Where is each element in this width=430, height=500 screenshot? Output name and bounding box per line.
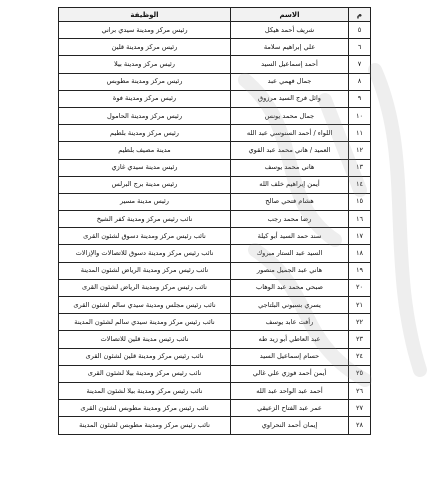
table-row [59,331,371,348]
row-number: ٢١ [349,297,371,314]
row-name: جمال فهمي عبد [231,73,349,90]
row-name: علي إبراهيم سلامة [231,39,349,56]
row-name: أيمن إبراهيم خلف الله [231,176,349,193]
row-name: العميد / هاني محمد عبد القوي [231,142,349,159]
table-row [59,211,371,228]
row-name: سند حمد السيد أبو كيلة [231,228,349,245]
row-number: ٢٥ [349,365,371,382]
table-body [59,22,371,435]
row-name: صبحي محمد عبد الوهاب [231,279,349,296]
row-name: إيمان أحمد النحراوي [231,417,349,434]
table-row [59,159,371,176]
row-job: نائب رئيس مركز ومدينة بيلا لشئون المدينة [59,382,231,399]
table-row [59,90,371,107]
table-row [59,56,371,73]
row-number: ٥ [349,22,371,39]
row-number: ٩ [349,90,371,107]
table-row [59,39,371,56]
row-name: شريف أحمد هيكل [231,22,349,39]
row-number: ٨ [349,73,371,90]
row-job: نائب رئيس مركز ومدينة سيدي سالم لشئون المدينة [59,314,231,331]
row-name: هاني عبد الجميل منصور [231,262,349,279]
row-name: أحمد إسماعيل السيد [231,56,349,73]
row-number: ١١ [349,125,371,142]
row-name: عمر عبد الفتاح الزعيقي [231,400,349,417]
row-job: نائب رئيس مركز ومدينة بيلا لشئون القرى [59,365,231,382]
table-row [59,279,371,296]
row-number: ٢٢ [349,314,371,331]
row-job: نائب رئيس مركز ومدينة دسوق للاتصالات والإزالات [59,245,231,262]
row-number: ٢٣ [349,331,371,348]
row-number: ١٨ [349,245,371,262]
row-number: ٢٨ [349,417,371,434]
table-row [59,245,371,262]
row-job: رئيس مدينة سيدي غازي [59,159,231,176]
row-job: نائب رئيس مركز ومدينة مطوبس لشئون القرى [59,400,231,417]
row-job: رئيس مركز ومدينة سيدي براني [59,22,231,39]
row-job: رئيس مركز ومدينة قلين [59,39,231,56]
table-row [59,382,371,399]
table-row [59,125,371,142]
table-row [59,22,371,39]
row-job: رئيس مدينة مسير [59,193,231,210]
table-header-row [59,8,371,22]
row-number: ١٩ [349,262,371,279]
row-number: ٦ [349,39,371,56]
row-job: مدينة مصيف بلطيم [59,142,231,159]
table-row [59,297,371,314]
officials-table [58,7,371,435]
row-name: السيد عبد الستار مبروك [231,245,349,262]
row-job: نائب رئيس مجلس ومدينة سيدي سالم لشئون القرى [59,297,231,314]
row-name: هشام فتحي صالح [231,193,349,210]
table-row [59,348,371,365]
table-row [59,176,371,193]
row-number: ٢٤ [349,348,371,365]
header-name: الاسم [231,8,349,22]
document-page [58,7,370,435]
row-number: ٧ [349,56,371,73]
row-name: جمال محمد يونس [231,107,349,124]
table-row [59,365,371,382]
row-name: رأفت عابد يوسف [231,314,349,331]
row-number: ١٣ [349,159,371,176]
row-name: يسري بسيوني البلتاجي [231,297,349,314]
row-job: نائب رئيس مركز ومدينة مطوبس لشئون المدينة [59,417,231,434]
row-number: ٢٧ [349,400,371,417]
row-number: ١٦ [349,211,371,228]
row-number: ٢٠ [349,279,371,296]
table-row [59,314,371,331]
row-job: رئيس مركز ومدينة بلطيم [59,125,231,142]
watermark-stroke [375,70,420,370]
row-number: ١٤ [349,176,371,193]
row-name: اللواء / أحمد السنوسي عبد الله [231,125,349,142]
table-row [59,262,371,279]
table-row [59,417,371,434]
row-name: أيمن أحمد فوزي علي غالي [231,365,349,382]
row-job: رئيس مركز ومدينة بيلا [59,56,231,73]
row-job: نائب رئيس مركز ومدينة كفر الشيخ [59,211,231,228]
row-number: ١٧ [349,228,371,245]
row-job: نائب رئيس مركز ومدينة قلين لشئون القرى [59,348,231,365]
table-row [59,73,371,90]
row-job: نائب رئيس مدينة قلين للاتصالات [59,331,231,348]
table-row [59,400,371,417]
row-job: رئيس مركز ومدينة فوة [59,90,231,107]
row-job: نائب رئيس مركز ومدينة دسوق لشئون القرى [59,228,231,245]
row-job: رئيس مركز ومدينة الحامول [59,107,231,124]
row-job: نائب رئيس مركز ومدينة الرياض لشئون المدينة [59,262,231,279]
row-number: ١٥ [349,193,371,210]
row-name: عبد العاطي أبو زيد طه [231,331,349,348]
row-job: نائب رئيس مركز ومدينة الرياض لشئون القرى [59,279,231,296]
row-job: رئيس مدينة برج البرلس [59,176,231,193]
row-job: رئيس مركز ومدينة مطوبس [59,73,231,90]
row-name: أحمد عبد الواحد عبد الله [231,382,349,399]
row-name: حسام إسماعيل السيد [231,348,349,365]
row-name: هاني محمد يوسف [231,159,349,176]
row-name: وائل فرج السيد مرزوق [231,90,349,107]
table-row [59,193,371,210]
table-row [59,142,371,159]
row-number: ١٠ [349,107,371,124]
header-job: الوظيفة [59,8,231,22]
row-name: رضا محمد رجب [231,211,349,228]
table-row [59,107,371,124]
table-row [59,228,371,245]
header-number: م [349,8,371,22]
row-number: ٢٦ [349,382,371,399]
row-number: ١٢ [349,142,371,159]
